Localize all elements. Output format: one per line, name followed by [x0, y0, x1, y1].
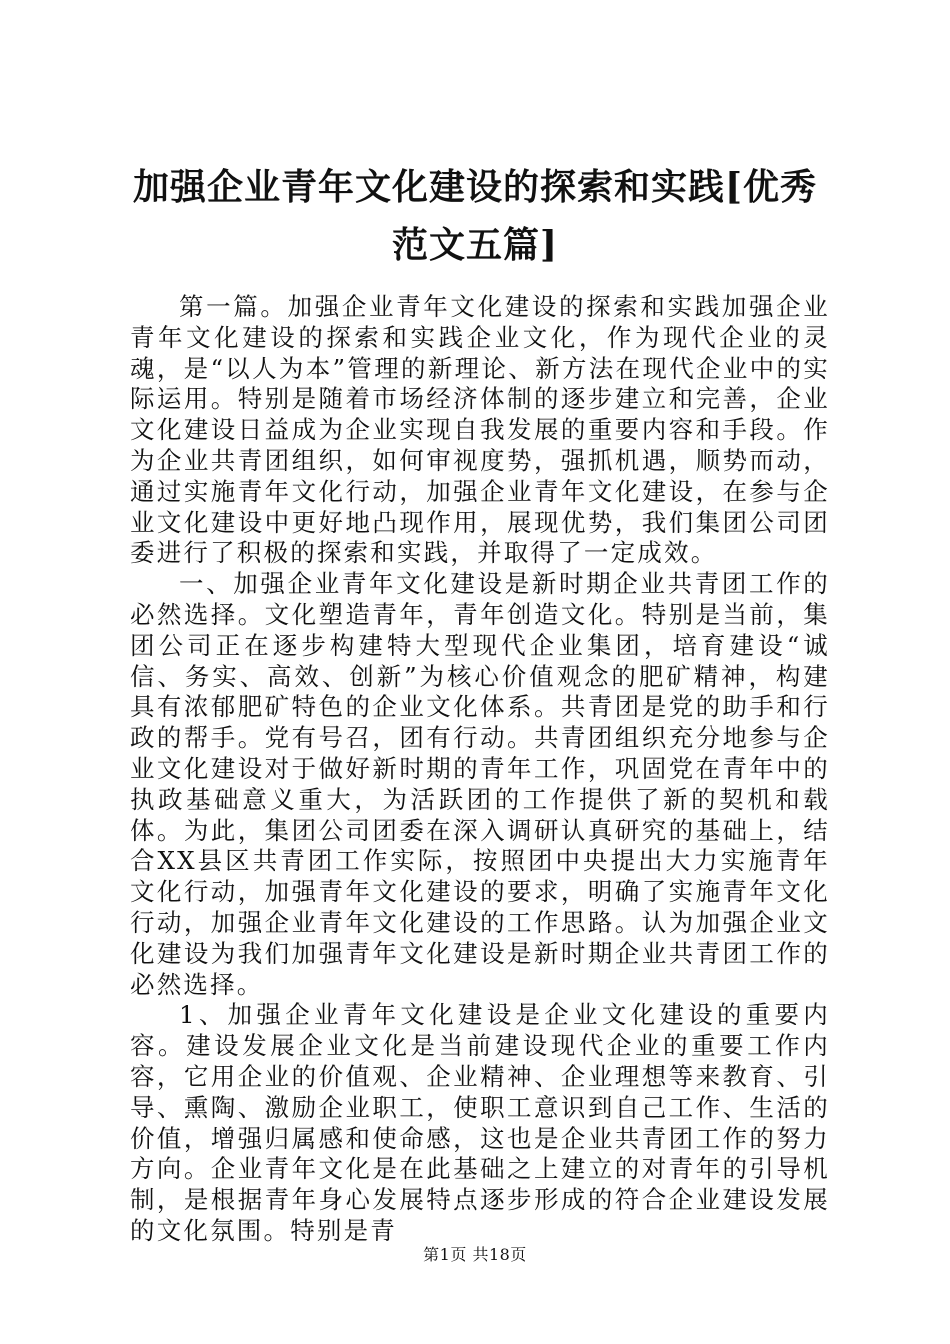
page-number-footer: 第1页 共18页: [423, 1245, 527, 1264]
paragraph-1: 第一篇。加强企业青年文化建设的探索和实践加强企业青年文化建设的探索和实践企业文化，作为现代企业的灵魂，是“以人为本”管理的新理论、新方法在现代企业中的实际运用。特别是随着市场经济体制的逐步建立和完善，企业文化建设日益成为企业实现自我发展的重要内容和手段。作为企业共青团组织，如何审视度势，强抓机遇，顺势而动，通过实施青年文化行动，加强企业青年文化建设，在参与企业文化建设中更好地凸现作用，展现优势，我们集团公司团委进行了积极的探索和实践，并取得了一定成效。: [130, 292, 830, 568]
document-body: [130, 292, 830, 1247]
paragraph-3: 1、加强企业青年文化建设是企业文化建设的重要内容。建设发展企业文化是当前建设现代企业的重要工作内容，它用企业的价值观、企业精神、企业理想等来教育、引导、熏陶、激励企业职工，使职工意识到自己工作、生活的价值，增强归属感和使命感，这也是企业共青团工作的努力方向。企业青年文化是在此基础之上建立的对青年的引导机制，是根据青年身心发展特点逐步形成的符合企业建设发展的文化氛围。特别是青: [130, 1000, 830, 1245]
paragraph-2: 一、加强企业青年文化建设是新时期企业共青团工作的必然选择。文化塑造青年，青年创造文化。特别是当前，集团公司正在逐步构建特大型现代企业集团，培育建设“诚信、务实、高效、创新”为核心价值观念的肥矿精神，构建具有浓郁肥矿特色的企业文化体系。共青团是党的助手和行政的帮手。党有号召，团有行动。共青团组织充分地参与企业文化建设对于做好新时期的青年工作，巩固党在青年中的执政基础意义重大，为活跃团的工作提供了新的契机和载体。为此，集团公司团委在深入调研认真研究的基础上，结合XX县区共青团工作实际，按照团中央提出大力实施青年文化行动，加强青年文化建设的要求，明确了实施青年文化行动，加强企业青年文化建设的工作思路。认为加强企业文化建设为我们加强青年文化建设是新时期企业共青团工作的必然选择。: [130, 569, 830, 999]
document-title: 加强企业青年文化建设的探索和实践[优秀范文五篇]: [132, 166, 818, 266]
